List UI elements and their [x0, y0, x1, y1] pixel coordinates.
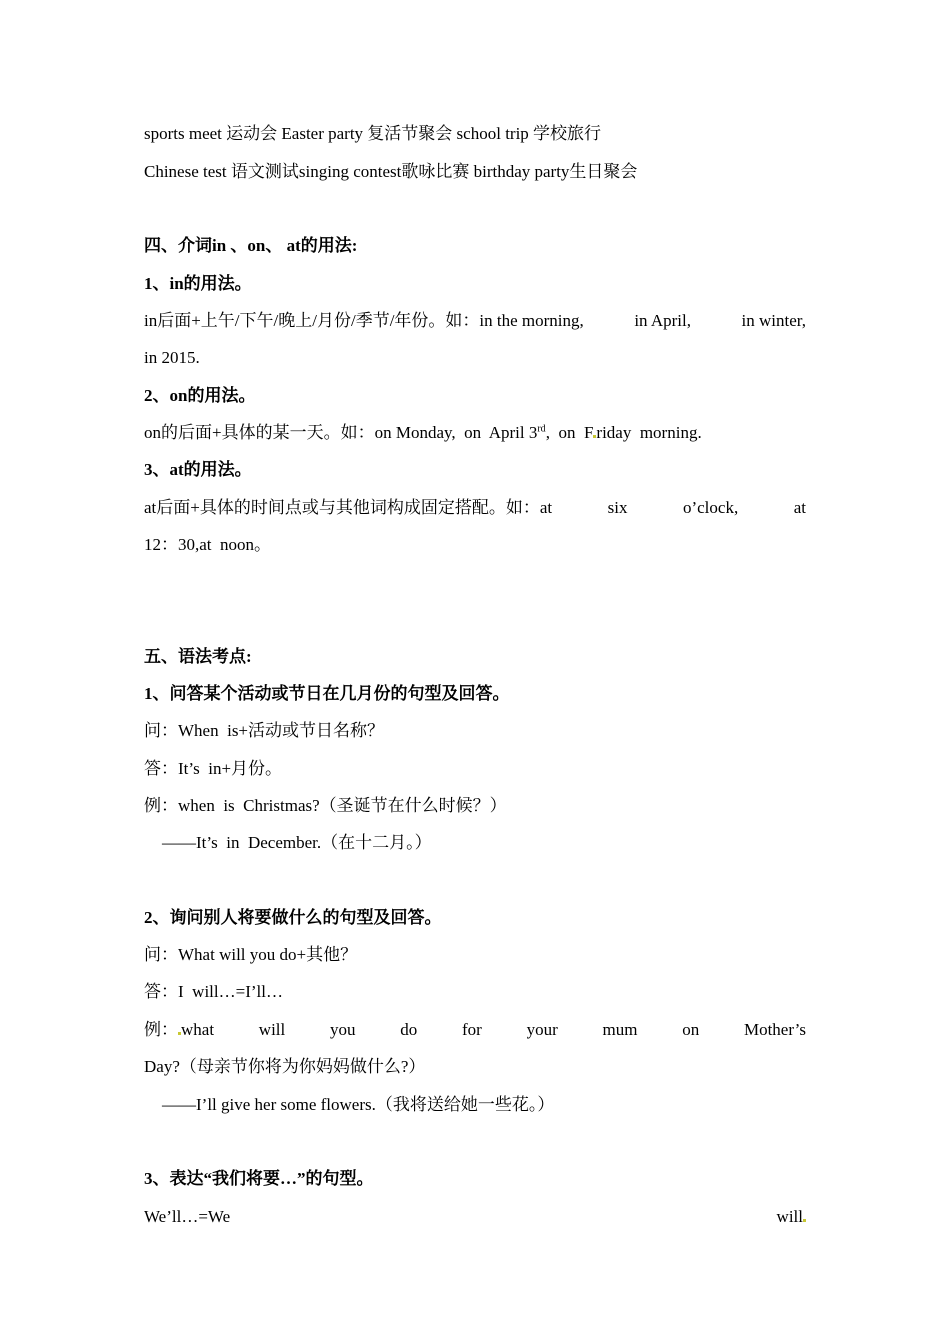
example-word: mum	[602, 1020, 638, 1039]
marker-dot	[803, 1219, 806, 1222]
on-usage-desc	[144, 422, 702, 444]
in-desc-part: in April,	[634, 311, 691, 330]
in-usage-title: 1、in的用法。	[144, 274, 252, 293]
at-desc-part: six	[607, 498, 628, 517]
section4-heading: 四、介词in 、on、 at的用法:	[144, 236, 358, 255]
in-desc-part: in后面+上午/下午/晚上/月份/季节/年份。如：in the morning,	[144, 311, 584, 330]
example-lead	[144, 1019, 214, 1041]
at-usage-desc-tail: 12：30,at noon。	[144, 535, 272, 554]
point3-title: 3、表达“我们将要…”的句型。	[144, 1169, 374, 1188]
example-word: your	[526, 1020, 558, 1039]
point2-title: 2、询问别人将要做什么的句型及回答。	[144, 908, 442, 927]
at-desc-part: at	[793, 498, 806, 517]
in-desc-part: in winter,	[741, 311, 806, 330]
point1-title: 1、问答某个活动或节日在几月份的句型及回答。	[144, 684, 510, 703]
at-desc-part: at后面+具体的时间点或与其他词构成固定搭配。如：at	[144, 498, 553, 517]
point2-example-tail: Day?（母亲节你将为你妈妈做什么?）	[144, 1057, 426, 1076]
ordinal-suffix: rd	[537, 423, 546, 435]
on-desc-text: riday morning.	[596, 423, 702, 442]
point3-line	[144, 1206, 806, 1228]
example-word: you	[330, 1020, 356, 1039]
in-usage-desc-tail: in 2015.	[144, 348, 200, 367]
example-word: Mother’s	[743, 1020, 806, 1039]
point1-answer: 答：It’s in+月份。	[144, 759, 283, 778]
point1-example-answer: ——It’s in December.（在十二月。）	[162, 833, 432, 852]
example-word: on	[682, 1020, 700, 1039]
example-word: do	[400, 1020, 418, 1039]
example-word: for	[462, 1020, 482, 1039]
in-usage-desc	[144, 310, 806, 332]
point1-question: 问：When is+活动或节日名称？	[144, 721, 385, 740]
point3-left: We’ll…=We	[144, 1207, 231, 1226]
at-usage-desc	[144, 497, 806, 519]
point3-right: will	[776, 1207, 803, 1226]
on-desc-text: , on F	[545, 423, 594, 442]
point2-answer: 答：I will…=I’ll…	[144, 982, 283, 1001]
on-desc-text: on的后面+具体的某一天。如：on Monday, on April 3	[144, 423, 538, 442]
at-desc-part: o’clock,	[682, 498, 739, 517]
example-word: will	[258, 1020, 286, 1039]
point3-right-wrap	[777, 1206, 806, 1228]
vocab-line-1: sports meet 运动会 Easter party 复活节聚会 school trip 学校旅行	[144, 124, 602, 143]
point1-example: 例：when is Christmas?（圣诞节在什么时候？）	[144, 796, 507, 815]
on-usage-title: 2、on的用法。	[144, 386, 256, 405]
section5-heading: 五、语法考点:	[144, 647, 252, 666]
point2-example-answer: ——I’ll give her some flowers.（我将送给她一些花。）	[162, 1095, 555, 1114]
point2-example	[144, 1019, 806, 1041]
example-word: what	[181, 1020, 215, 1039]
at-usage-title: 3、at的用法。	[144, 460, 252, 479]
point2-question: 问：What will you do+其他？	[144, 945, 358, 964]
example-label: 例：	[144, 1020, 178, 1039]
vocab-line-2: Chinese test 语文测试singing contest歌咏比赛 birthday party生日聚会	[144, 162, 638, 181]
